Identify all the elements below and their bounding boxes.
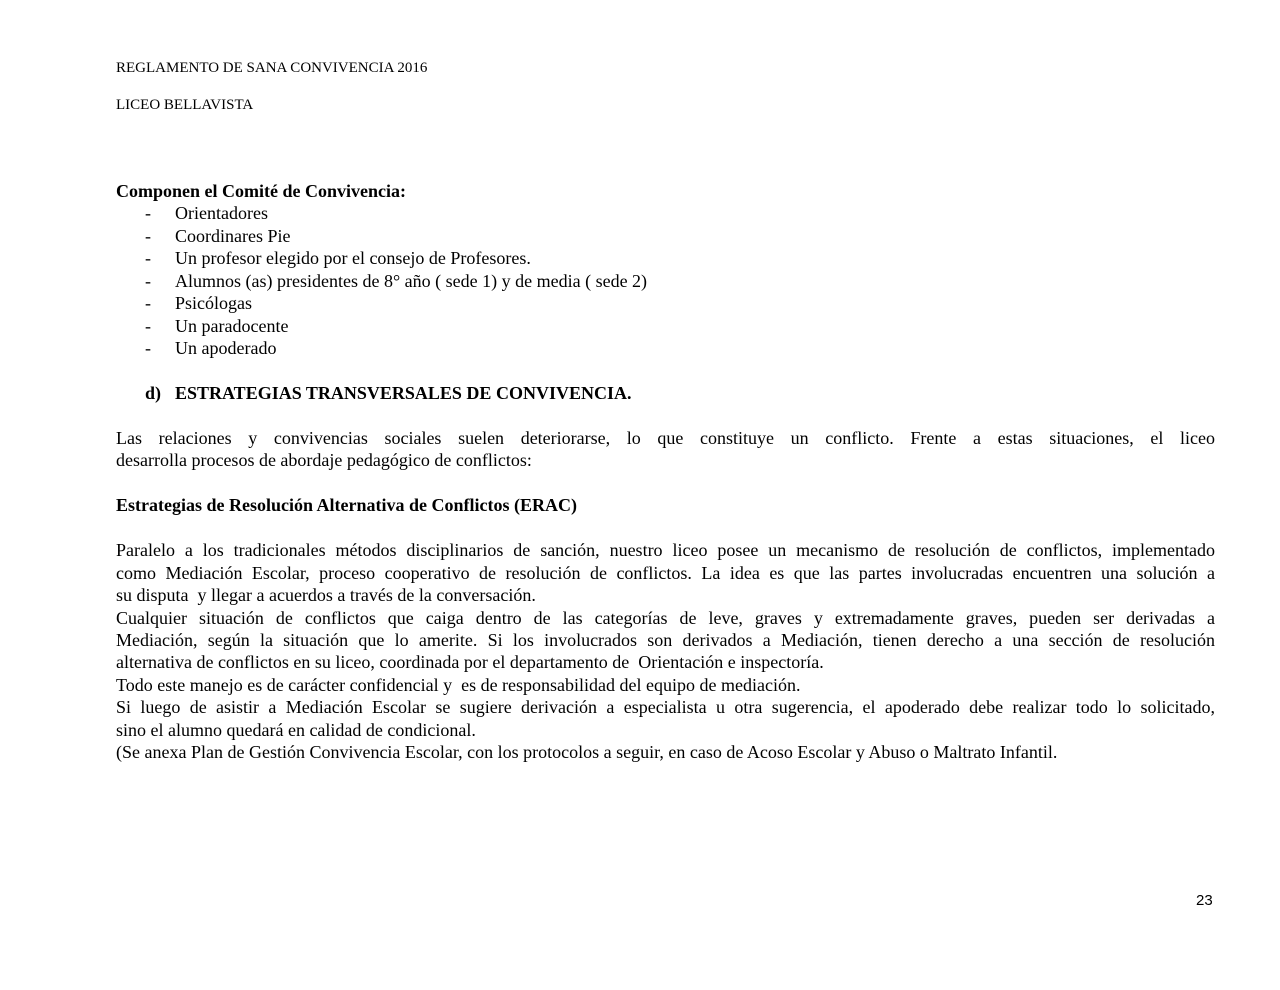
committee-heading: Componen el Comité de Convivencia: xyxy=(116,181,406,201)
list-item: - Un paradocente xyxy=(145,315,289,336)
erac-heading: Estrategias de Resolución Alternativa de Conflictos (ERAC) xyxy=(116,495,577,516)
list-item: - Psicólogas xyxy=(145,293,253,314)
page-number: 23 xyxy=(1196,892,1213,909)
section-d-intro: Las relaciones y convivencias sociales suelen deteriorarse, lo que constituye un conflicto. Frente a estas situaciones, el liceo desarrolla procesos de abordaje pedagógico de conflictos: xyxy=(116,427,1215,471)
list-item: - Alumnos (as) presidentes de 8° año ( sede 1) y de media ( sede 2) xyxy=(145,270,648,291)
document-header-school: LICEO BELLAVISTA xyxy=(116,97,254,113)
list-item: - Un apoderado xyxy=(145,338,277,359)
list-item: - Coordinares Pie xyxy=(145,225,291,246)
list-item: - Un profesor elegido por el consejo de Profesores. xyxy=(145,248,531,269)
list-item: - Orientadores xyxy=(145,203,268,224)
erac-paragraphs: Paralelo a los tradicionales métodos disciplinarios de sanción, nuestro liceo posee un mecanismo de resolución de conflictos, implementado como Mediación Escolar, proceso cooperativo de resolución de conflictos. La idea es que las partes involucradas encuentren una solución a su disputa y llegar a acuerdos a través de la conversación. Cualquier situación de conflictos que caiga dentro de las categorías de leve, graves y extremadamente graves, pueden ser derivadas a Mediación, según la situación que lo amerite. Si los involucrados son derivados a Mediación, tienen derecho a una sección de resolución alternativa de conflictos en su liceo, coordinada por el departamento de Orientación e inspectoría. Todo este manejo es de carácter confidencial y es de responsabilidad del equipo de mediación. Si luego de asistir a Mediación Escolar se sugiere derivación a especialista u otra sugerencia, el apoderado debe realizar todo lo solicitado, sino el alumno quedará en calidad de condicional. (Se anexa Plan de Gestión Convivencia Escolar, con los protocolos a seguir, en caso de Acoso Escolar y Abuso o Maltrato Infantil. xyxy=(116,540,1215,763)
page-body xyxy=(116,180,1215,764)
section-d-heading: d) ESTRATEGIAS TRANSVERSALES DE CONVIVENCIA. xyxy=(145,383,632,404)
committee-list xyxy=(116,202,1215,359)
document-header-title: REGLAMENTO DE SANA CONVIVENCIA 2016 xyxy=(116,60,428,76)
